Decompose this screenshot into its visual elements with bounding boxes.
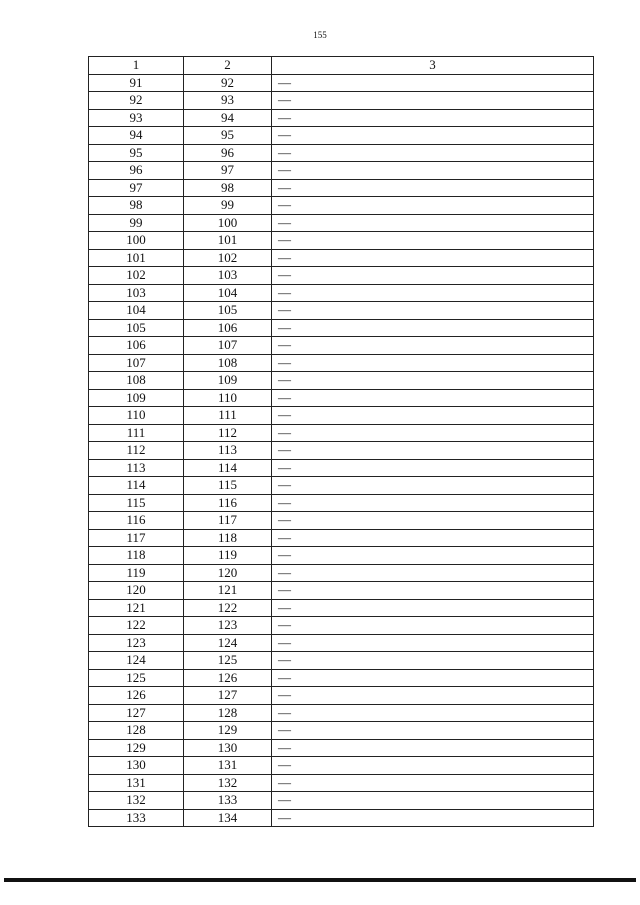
table-row xyxy=(89,284,594,302)
table-row xyxy=(89,669,594,687)
table-cell-col-3: — xyxy=(272,302,594,320)
table-cell-col-2: 92 xyxy=(184,74,272,92)
table-row xyxy=(89,582,594,600)
table-cell-col-2: 133 xyxy=(184,792,272,810)
table-cell-col-2: 109 xyxy=(184,372,272,390)
table-row xyxy=(89,757,594,775)
table-cell-col-1: 104 xyxy=(89,302,184,320)
table-cell-col-1: 93 xyxy=(89,109,184,127)
table-cell-col-1: 101 xyxy=(89,249,184,267)
data-table xyxy=(88,56,594,827)
table-cell-col-1: 118 xyxy=(89,547,184,565)
table-cell-col-3: — xyxy=(272,757,594,775)
table-cell-col-1: 113 xyxy=(89,459,184,477)
table-cell-col-3: — xyxy=(272,512,594,530)
table-row xyxy=(89,162,594,180)
table-cell-col-3: — xyxy=(272,232,594,250)
table-row xyxy=(89,599,594,617)
table-cell-col-1: 94 xyxy=(89,127,184,145)
table-cell-col-2: 121 xyxy=(184,582,272,600)
table-cell-col-1: 91 xyxy=(89,74,184,92)
table-row xyxy=(89,74,594,92)
table-cell-col-2: 115 xyxy=(184,477,272,495)
table-cell-col-3: — xyxy=(272,739,594,757)
table-cell-col-2: 103 xyxy=(184,267,272,285)
table-cell-col-2: 132 xyxy=(184,774,272,792)
table-cell-col-3: — xyxy=(272,687,594,705)
table-cell-col-2: 112 xyxy=(184,424,272,442)
table-cell-col-3: — xyxy=(272,267,594,285)
table-cell-col-1: 92 xyxy=(89,92,184,110)
table-cell-col-3: — xyxy=(272,617,594,635)
table-cell-col-1: 102 xyxy=(89,267,184,285)
table-cell-col-1: 117 xyxy=(89,529,184,547)
table-cell-col-3: — xyxy=(272,214,594,232)
table-row xyxy=(89,179,594,197)
table-cell-col-2: 93 xyxy=(184,92,272,110)
page-number: 155 xyxy=(313,30,327,40)
table-cell-col-2: 111 xyxy=(184,407,272,425)
table-row xyxy=(89,354,594,372)
table-cell-col-1: 103 xyxy=(89,284,184,302)
table-cell-col-2: 106 xyxy=(184,319,272,337)
table-cell-col-1: 132 xyxy=(89,792,184,810)
table-cell-col-1: 123 xyxy=(89,634,184,652)
table-cell-col-1: 126 xyxy=(89,687,184,705)
table-cell-col-3: — xyxy=(272,652,594,670)
table-cell-col-1: 130 xyxy=(89,757,184,775)
table-cell-col-2: 134 xyxy=(184,809,272,827)
table-cell-col-1: 96 xyxy=(89,162,184,180)
table-cell-col-3: — xyxy=(272,599,594,617)
table-cell-col-1: 124 xyxy=(89,652,184,670)
table-cell-col-2: 94 xyxy=(184,109,272,127)
table-row xyxy=(89,704,594,722)
table-row xyxy=(89,442,594,460)
table-row xyxy=(89,687,594,705)
table-cell-col-3: — xyxy=(272,477,594,495)
table-cell-col-3: — xyxy=(272,494,594,512)
table-cell-col-2: 110 xyxy=(184,389,272,407)
table-cell-col-1: 121 xyxy=(89,599,184,617)
table-row xyxy=(89,92,594,110)
table-cell-col-1: 98 xyxy=(89,197,184,215)
table-row xyxy=(89,127,594,145)
table-cell-col-1: 108 xyxy=(89,372,184,390)
table-body xyxy=(89,74,594,827)
table-cell-col-3: — xyxy=(272,407,594,425)
table-cell-col-3: — xyxy=(272,284,594,302)
table-cell-col-2: 114 xyxy=(184,459,272,477)
column-header-3: 3 xyxy=(272,57,594,75)
table-row xyxy=(89,512,594,530)
table-row xyxy=(89,424,594,442)
table-cell-col-1: 99 xyxy=(89,214,184,232)
table-cell-col-2: 107 xyxy=(184,337,272,355)
table-cell-col-2: 100 xyxy=(184,214,272,232)
table-cell-col-3: — xyxy=(272,127,594,145)
table-cell-col-3: — xyxy=(272,74,594,92)
table-cell-col-2: 95 xyxy=(184,127,272,145)
table-row xyxy=(89,547,594,565)
table-cell-col-2: 118 xyxy=(184,529,272,547)
table-cell-col-2: 105 xyxy=(184,302,272,320)
table-cell-col-1: 97 xyxy=(89,179,184,197)
table-cell-col-1: 107 xyxy=(89,354,184,372)
table-cell-col-2: 96 xyxy=(184,144,272,162)
table-cell-col-2: 97 xyxy=(184,162,272,180)
table-cell-col-1: 95 xyxy=(89,144,184,162)
table-cell-col-3: — xyxy=(272,162,594,180)
table-cell-col-2: 127 xyxy=(184,687,272,705)
table-cell-col-2: 117 xyxy=(184,512,272,530)
table-cell-col-1: 105 xyxy=(89,319,184,337)
table-cell-col-1: 131 xyxy=(89,774,184,792)
table-row xyxy=(89,407,594,425)
table-cell-col-3: — xyxy=(272,722,594,740)
table-row xyxy=(89,214,594,232)
table-cell-col-2: 104 xyxy=(184,284,272,302)
table-cell-col-3: — xyxy=(272,92,594,110)
table-cell-col-2: 113 xyxy=(184,442,272,460)
table-cell-col-1: 128 xyxy=(89,722,184,740)
table-row xyxy=(89,652,594,670)
table-cell-col-1: 111 xyxy=(89,424,184,442)
table-row xyxy=(89,372,594,390)
table-row xyxy=(89,477,594,495)
table-cell-col-3: — xyxy=(272,442,594,460)
table-cell-col-2: 101 xyxy=(184,232,272,250)
table-cell-col-1: 133 xyxy=(89,809,184,827)
table-row xyxy=(89,722,594,740)
table-cell-col-1: 110 xyxy=(89,407,184,425)
table-row xyxy=(89,337,594,355)
table-cell-col-3: — xyxy=(272,179,594,197)
table-header-row xyxy=(89,57,594,75)
table-cell-col-1: 119 xyxy=(89,564,184,582)
table-cell-col-1: 127 xyxy=(89,704,184,722)
table-cell-col-3: — xyxy=(272,669,594,687)
table-cell-col-3: — xyxy=(272,109,594,127)
table-cell-col-2: 99 xyxy=(184,197,272,215)
table-cell-col-3: — xyxy=(272,774,594,792)
table-cell-col-1: 112 xyxy=(89,442,184,460)
table-cell-col-3: — xyxy=(272,197,594,215)
table-row xyxy=(89,302,594,320)
table-row xyxy=(89,267,594,285)
table-cell-col-3: — xyxy=(272,319,594,337)
table-cell-col-2: 125 xyxy=(184,652,272,670)
table-cell-col-1: 122 xyxy=(89,617,184,635)
table-cell-col-2: 126 xyxy=(184,669,272,687)
table-row xyxy=(89,319,594,337)
table-cell-col-2: 122 xyxy=(184,599,272,617)
table-cell-col-1: 100 xyxy=(89,232,184,250)
table-cell-col-3: — xyxy=(272,372,594,390)
table-row xyxy=(89,109,594,127)
table-row xyxy=(89,774,594,792)
bottom-rule xyxy=(4,878,636,882)
table-cell-col-3: — xyxy=(272,389,594,407)
table-cell-col-3: — xyxy=(272,634,594,652)
table-row xyxy=(89,634,594,652)
table-cell-col-2: 108 xyxy=(184,354,272,372)
table-row xyxy=(89,197,594,215)
table-cell-col-1: 114 xyxy=(89,477,184,495)
column-header-1: 1 xyxy=(89,57,184,75)
table-row xyxy=(89,459,594,477)
table-cell-col-3: — xyxy=(272,704,594,722)
table-cell-col-3: — xyxy=(272,792,594,810)
table-cell-col-3: — xyxy=(272,809,594,827)
table-cell-col-3: — xyxy=(272,582,594,600)
table-cell-col-3: — xyxy=(272,529,594,547)
table-cell-col-1: 125 xyxy=(89,669,184,687)
table-cell-col-2: 102 xyxy=(184,249,272,267)
table-cell-col-2: 128 xyxy=(184,704,272,722)
table-cell-col-1: 115 xyxy=(89,494,184,512)
table-cell-col-2: 98 xyxy=(184,179,272,197)
table-cell-col-3: — xyxy=(272,424,594,442)
table-cell-col-2: 131 xyxy=(184,757,272,775)
table-cell-col-1: 120 xyxy=(89,582,184,600)
table-row xyxy=(89,232,594,250)
table-cell-col-1: 129 xyxy=(89,739,184,757)
table-row xyxy=(89,529,594,547)
column-header-2: 2 xyxy=(184,57,272,75)
table-cell-col-2: 123 xyxy=(184,617,272,635)
table-cell-col-3: — xyxy=(272,354,594,372)
table-cell-col-3: — xyxy=(272,144,594,162)
table-cell-col-2: 129 xyxy=(184,722,272,740)
table-cell-col-2: 116 xyxy=(184,494,272,512)
table-row xyxy=(89,564,594,582)
table-cell-col-2: 120 xyxy=(184,564,272,582)
table-cell-col-3: — xyxy=(272,249,594,267)
table-cell-col-3: — xyxy=(272,564,594,582)
table-cell-col-2: 124 xyxy=(184,634,272,652)
table-cell-col-1: 109 xyxy=(89,389,184,407)
table-cell-col-3: — xyxy=(272,459,594,477)
table-cell-col-3: — xyxy=(272,547,594,565)
table-row xyxy=(89,249,594,267)
table-row xyxy=(89,617,594,635)
table-cell-col-2: 130 xyxy=(184,739,272,757)
table-row xyxy=(89,809,594,827)
table-row xyxy=(89,739,594,757)
table-cell-col-1: 106 xyxy=(89,337,184,355)
table-row xyxy=(89,494,594,512)
table-cell-col-3: — xyxy=(272,337,594,355)
table-row xyxy=(89,792,594,810)
table-row xyxy=(89,389,594,407)
table-row xyxy=(89,144,594,162)
table-cell-col-2: 119 xyxy=(184,547,272,565)
table-cell-col-1: 116 xyxy=(89,512,184,530)
